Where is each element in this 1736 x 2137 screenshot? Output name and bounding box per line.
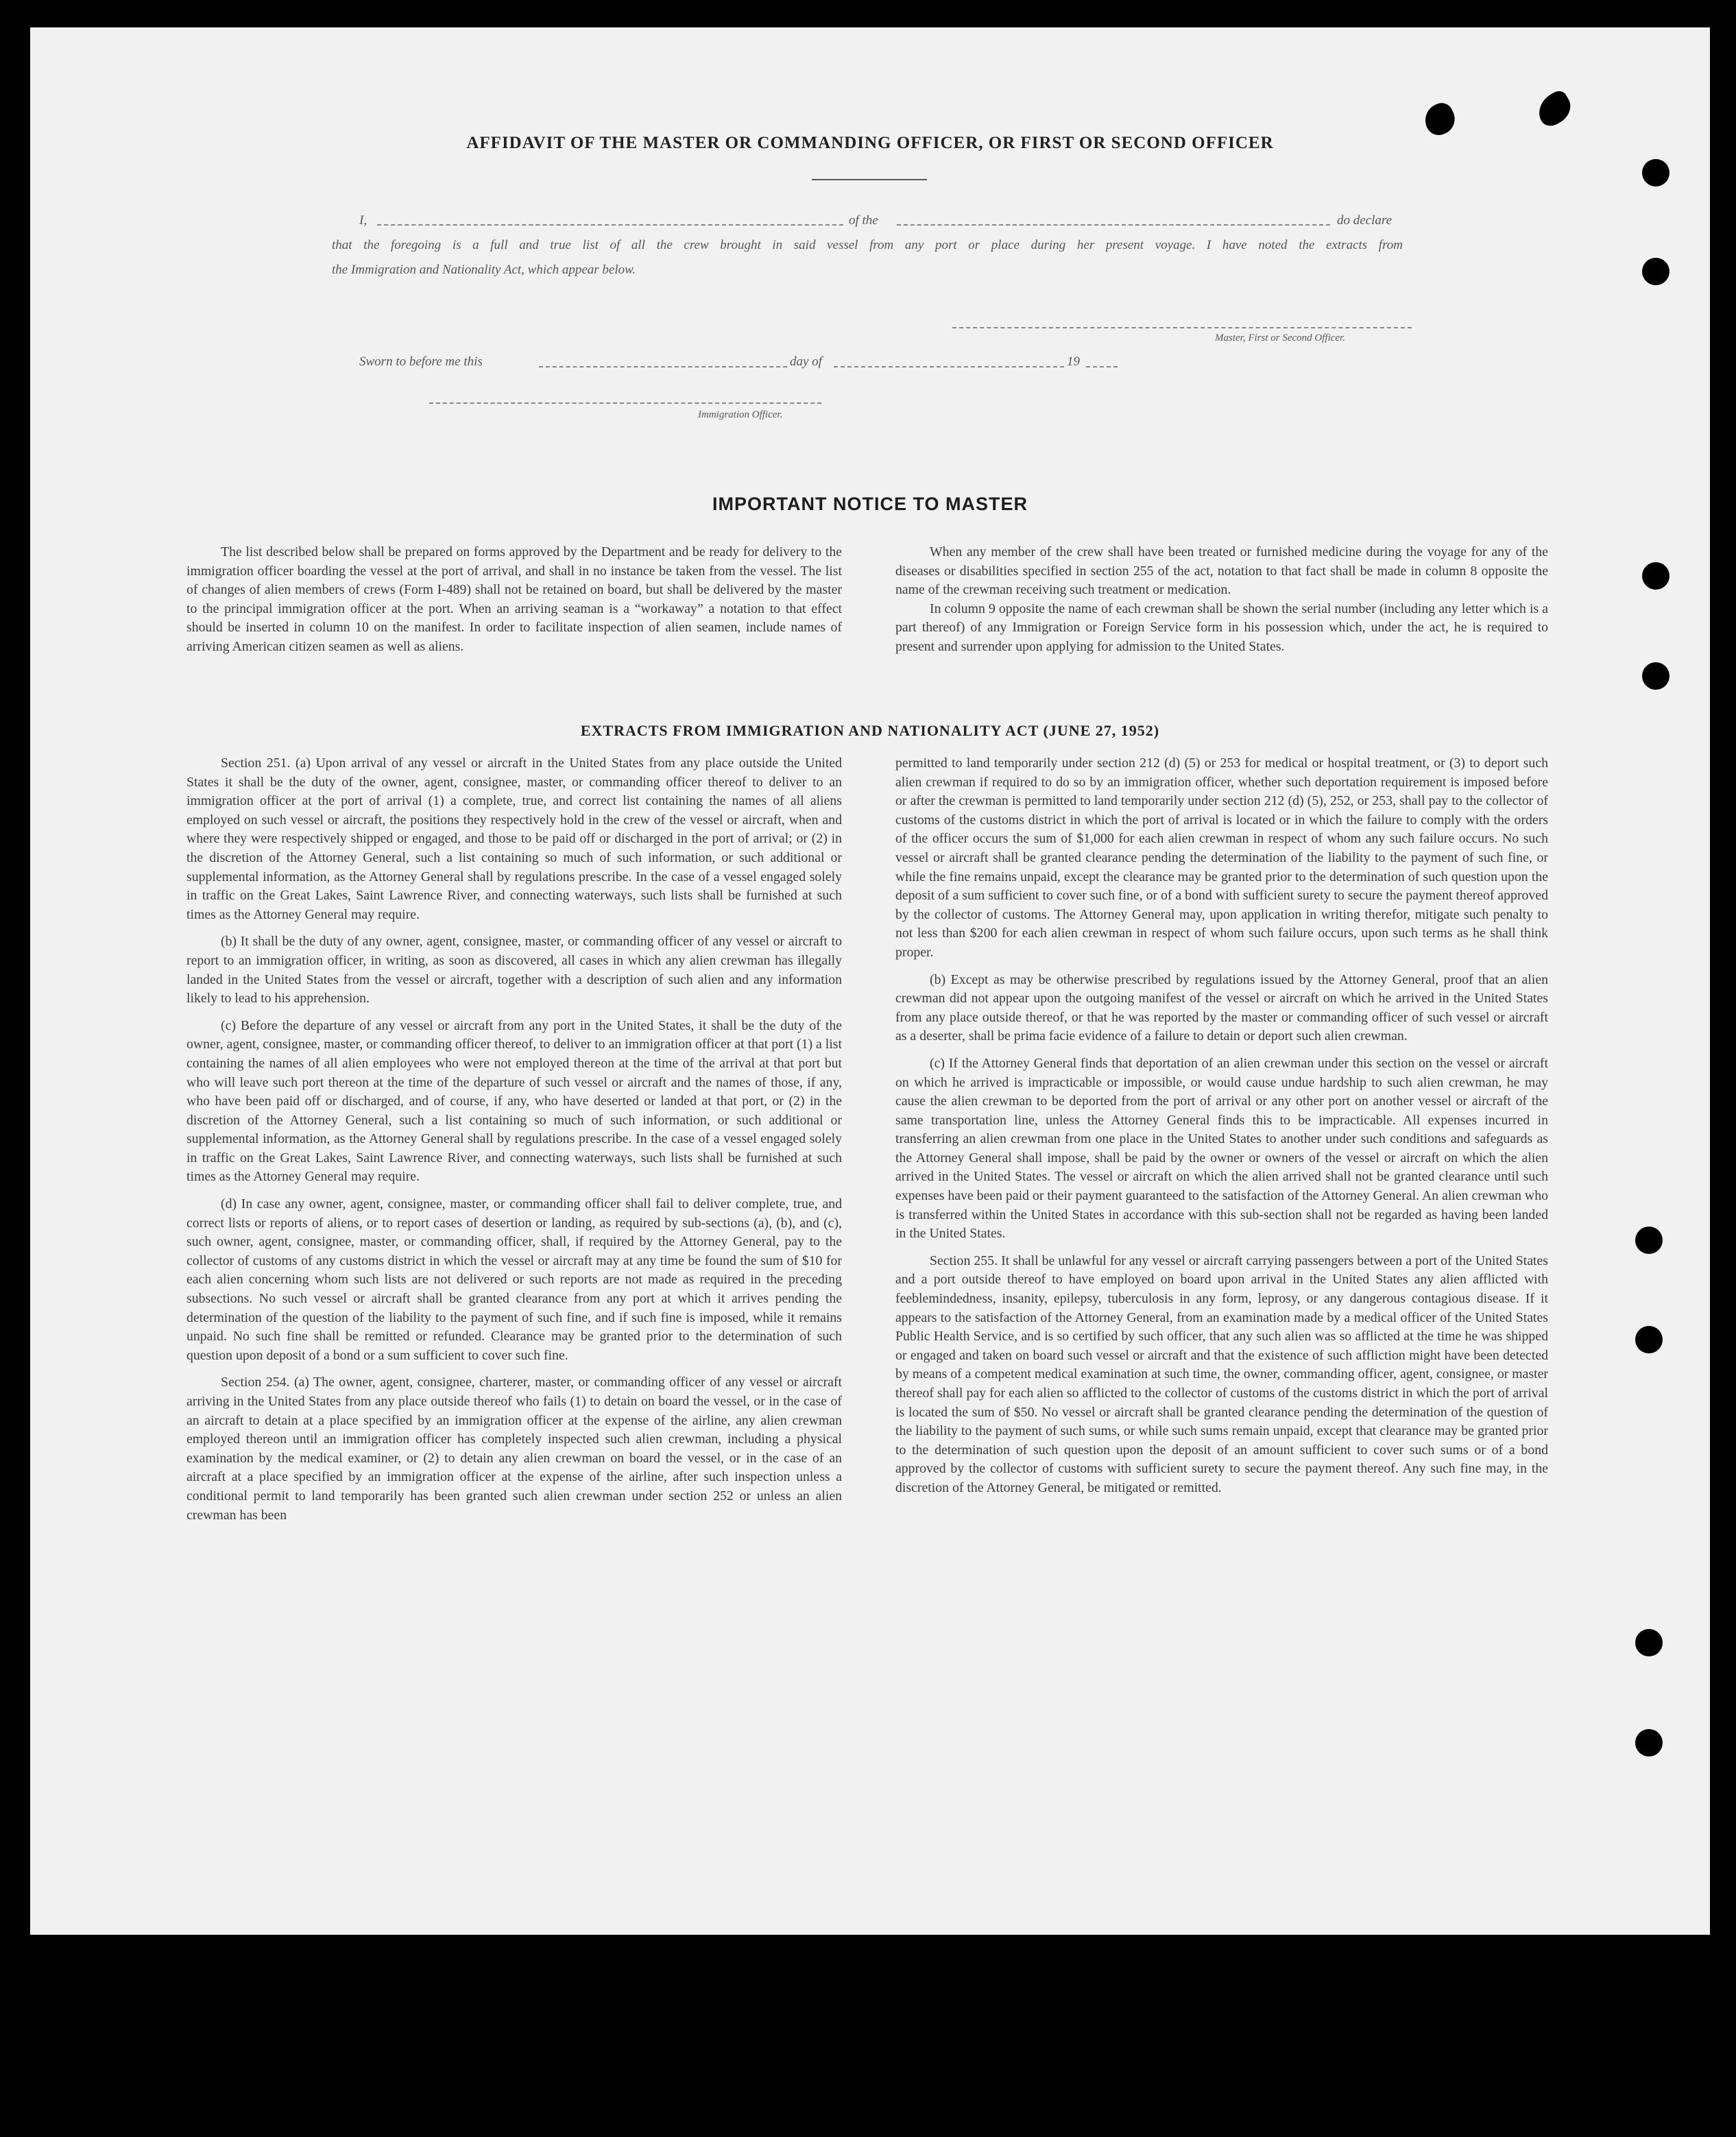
section-251d: (d) In case any owner, agent, consignee, master, or commanding officer shall fail to deliver complete, true, and correct lists or reports of aliens, or to report cases of desertion or landing, as required by sub-sections (a), (b), and (c), such owner, agent, consignee, master, or commanding officer, shall, if required by the Attorney General, pay to the collector of customs of any customs district in which the vessel or aircraft may at any time be found the sum of $10 for each alien concerning whom such lists are not delivered or such reports are not made as required in the preceding subsections. No such vessel or aircraft shall be granted clearance from any port at which it arrives pending the determination of the question of the liability to the payment of such fine, and if such fine is imposed, while it remains unpaid. No such fine shall be remitted or refunded. Clearance may be granted prior to the determination of such question upon deposit of a bond or a sum sufficient to cover such fine. <box>186 1196 842 1363</box>
title-underline <box>812 179 927 180</box>
affidavit-statement: that the foregoing is a full and true list of all the crew brought in said vessel from any port or place during her present voyage. I have noted the extracts from <box>332 238 1403 252</box>
section-254b: (b) Except as may be otherwise prescribed by regulations issued by the Attorney General, proof that an alien crewman did not appear upon the outgoing manifest of the vessel or aircraft on which he arrived in the United States from any place outside thereof, or that he was reported by the master or commanding officer of such vessel or aircraft as a deserter, shall be prima facie evidence of a failure to detain or deport such alien crewman. <box>895 971 1548 1044</box>
section-254a: Section 254. (a) The owner, agent, consignee, charterer, master, or commanding officer of any vessel or aircraft arriving in the United States from any place outside thereof who fails (1) to detain on board the vessel, or in the case of an aircraft to detain at a place specified by an immigration officer at the expense of the airline, any alien crewman employed thereon until an immigration officer has completely inspected such alien crewman, including a physical examination by the medical examiner, or (2) to detain any alien crewman on board the vessel, or in the case of an aircraft at a place specified by an immigration officer at the expense of the airline, after such inspection unless a conditional permit to land temporarily has been granted such alien crewman under section 252 or unless an alien crewman has been <box>186 1375 842 1523</box>
immigration-officer-caption: Immigration Officer. <box>698 409 783 420</box>
name-blank <box>377 224 843 226</box>
affidavit-title: AFFIDAVIT OF THE MASTER OR COMMANDING OFFICER, OR FIRST OR SECOND OFFICER <box>466 134 1274 152</box>
affidavit-i-label: I, <box>359 213 367 228</box>
section-254a-continued: permitted to land temporarily under section 212 (d) (5) or 253 for medical or hospital treatment, or (3) to deport such alien crewman if required to do so by an immigration officer, whether such deportation requirement is imposed before or after the crewman is permitted to land temporarily under section 212 (d) (5), 252, or 253, shall pay to the collector of customs of the customs district in which the port of arrival is located or in which the failure to comply with the orders of the officer occurs the sum of $1,000 for each alien crewman in respect of whom any such failure occurs. No such vessel or aircraft shall be granted clearance pending the determination of the liability to the payment of such fine, or while the fine remains unpaid, except the clearance may be granted prior to the determination of such question upon the deposit of a sum sufficient to cover such fine, or of a bond with sufficient surety to secure the payment thereof approved by the collector of customs. The Attorney General may, upon application in writing therefor, mitigate such penalty to not less than $200 for each alien crewman in respect of whom such failure occurs, upon such terms as he shall think proper. <box>895 756 1548 960</box>
punch-hole <box>1642 159 1669 186</box>
master-caption: Master, First or Second Officer. <box>1215 333 1345 343</box>
day-of-label: day of <box>790 354 822 369</box>
notice-paragraph: In column 9 opposite the name of each crewman shall be shown the serial number (including any letter which is a part thereof) of any Immigration or Foreign Service form in his possession which, under the act, he is required to present and surrender upon applying for admission to the United States. <box>895 601 1548 654</box>
year-label: 19 <box>1067 354 1080 369</box>
officer-signature-blank <box>429 402 821 404</box>
section-254c: (c) If the Attorney General finds that deportation of an alien crewman under this section on the vessel or aircraft on which he arrived is impracticable or impossible, or would cause undue hardship to such alien crewman, he may cause the alien crewman to be deported from the port of arrival or any other port on another vessel or aircraft of the same transportation line, unless the Attorney General finds this to be impracticable. All expenses incurred in transferring an alien crewman from one place in the United States to another under such conditions and safeguards as the Attorney General shall impose, shall be paid by the owner or owners of the vessel or aircraft on which the alien arrived in the United States. The vessel or aircraft on which the alien arrived shall not be granted clearance until such expenses have been paid or their payment guaranteed to the satisfaction of the Attorney General. An alien crewman who is transferred within the United States in accordance with this sub-section shall not be regarded as having been landed in the United States. <box>895 1055 1548 1242</box>
master-signature-blank <box>952 327 1412 328</box>
punch-hole <box>1642 258 1669 285</box>
extracts-left-column <box>186 754 842 1533</box>
affidavit-statement-end: the Immigration and Nationality Act, which appear below. <box>332 263 636 277</box>
affidavit-do-declare-label: do declare <box>1337 213 1393 228</box>
sworn-day-blank <box>539 366 787 367</box>
notice-paragraph: When any member of the crew shall have been treated or furnished medicine during the voyage for any of the diseases or disabilities specified in section 255 of the act, notation to that fact shall be made in column 8 opposite the name of the crewman receiving such treatment or medication. <box>895 544 1548 598</box>
punch-hole <box>1635 1729 1663 1756</box>
vessel-blank <box>897 224 1330 226</box>
punch-hole <box>1635 1326 1663 1353</box>
punch-hole <box>1635 1227 1663 1254</box>
extracts-right-column <box>895 754 1548 1506</box>
section-251c: (c) Before the departure of any vessel or aircraft from any port in the United States, it shall be the duty of the owner, agent, consignee, master, or commanding officer thereof, to deliver to an immigration officer at that port (1) a list containing the names of all alien employees who were not employed thereon at the time of the arrival at that port but who will leave such port thereon at the time of the departure of such vessel or aircraft and the names of those, if any, who have been paid off or discharged, and of course, if any, who have deserted or landed at that port, or (2) in the discretion of the Attorney General, such a list containing so much of such information, or such additional or supplemental information, as the Attorney General shall by regulations prescribe. In the case of a vessel engaged solely in traffic on the Great Lakes, Saint Lawrence River, and connecting waterways, such lists shall be furnished at such times as the Attorney General may require. <box>186 1017 842 1185</box>
section-255: Section 255. It shall be unlawful for any vessel or aircraft carrying passengers between a port of the United States and a port outside thereof to have employed on board upon arrival in the United States any alien afflicted with feeblemindedness, insanity, epilepsy, tuberculosis in any form, leprosy, or any dangerous contagious disease. If it appears to the satisfaction of the Attorney General, from an examination made by a medical officer of the United States Public Health Service, and is so certified by such officer, that any such alien was so afflicted at the time he was shipped or engaged and taken on board such vessel or aircraft and that the existence of such affliction might have been detected by means of a competent medical examination at such time, the owner, commanding officer, agent, consignee, or master thereof shall pay for each alien so afflicted to the collector of customs of the customs district in which the port of arrival is located the sum of $50. No vessel or aircraft shall be granted clearance pending the determination of the question of the liability to the payment of such sums, or while such sums remain unpaid, except that clearance may be granted prior to the determination of such question upon the deposit of an amount sufficient to cover such sums or of a bond approved by the collector of customs with sufficient surety to secure the payment thereof. Any such fine may, in the discretion of the Attorney General, be mitigated or remitted. <box>895 1253 1548 1495</box>
notice-title: IMPORTANT NOTICE TO MASTER <box>712 494 1028 514</box>
ink-blot <box>1532 88 1576 130</box>
punch-hole <box>1635 1629 1663 1656</box>
affidavit-of-the-label: of the <box>849 213 878 228</box>
document-page <box>30 27 1710 1935</box>
punch-hole <box>1642 562 1669 590</box>
punch-hole <box>1642 662 1669 690</box>
notice-left-column <box>186 543 842 657</box>
notice-paragraph: The list described below shall be prepared on forms approved by the Department and be ready for delivery to the immigration officer boarding the vessel at the port of arrival, and shall in no instance be taken from the vessel. The list of changes of alien members of crews (Form I-489) shall not be retained on board, but shall be delivered by the master to the principal immigration officer at the port. When an arriving seaman is a “workaway” a notation to that effect should be inserted in column 10 on the manifest. In order to facilitate inspection of alien seamen, include names of arriving American citizen seamen as well as aliens. <box>186 544 842 654</box>
extracts-title: EXTRACTS FROM IMMIGRATION AND NATIONALITY ACT (JUNE 27, 1952) <box>580 722 1160 739</box>
notice-right-column <box>895 543 1548 657</box>
section-251b: (b) It shall be the duty of any owner, agent, consignee, master, or commanding officer of any vessel or aircraft to report to an immigration officer, in writing, as soon as discovered, all cases in which any alien crewman has illegally landed in the United States from the vessel or aircraft, together with a description of such alien and any information likely to lead to his apprehension. <box>186 934 842 1006</box>
sworn-label: Sworn to before me this <box>359 354 483 369</box>
year-blank <box>1086 366 1118 367</box>
month-blank <box>834 366 1064 367</box>
section-251a: Section 251. (a) Upon arrival of any vessel or aircraft in the United States from any place outside the United States it shall be the duty of the owner, agent, consignee, master, or commanding officer thereof to deliver to an immigration officer at the port of arrival (1) a complete, true, and correct list containing the names of all aliens employed on such vessel or aircraft, the positions they respectively hold in the crew of the vessel or aircraft, when and where they were respectively shipped or engaged, and those to be paid off or discharged in the port of arrival; or (2) in the discretion of the Attorney General, such a list containing so much of such information, or such additional or supplemental information, as the Attorney General shall by regulations prescribe. In the case of a vessel engaged solely in traffic on the Great Lakes, Saint Lawrence River, and connecting waterways, such lists shall be furnished at such times as the Attorney General may require. <box>186 756 842 922</box>
